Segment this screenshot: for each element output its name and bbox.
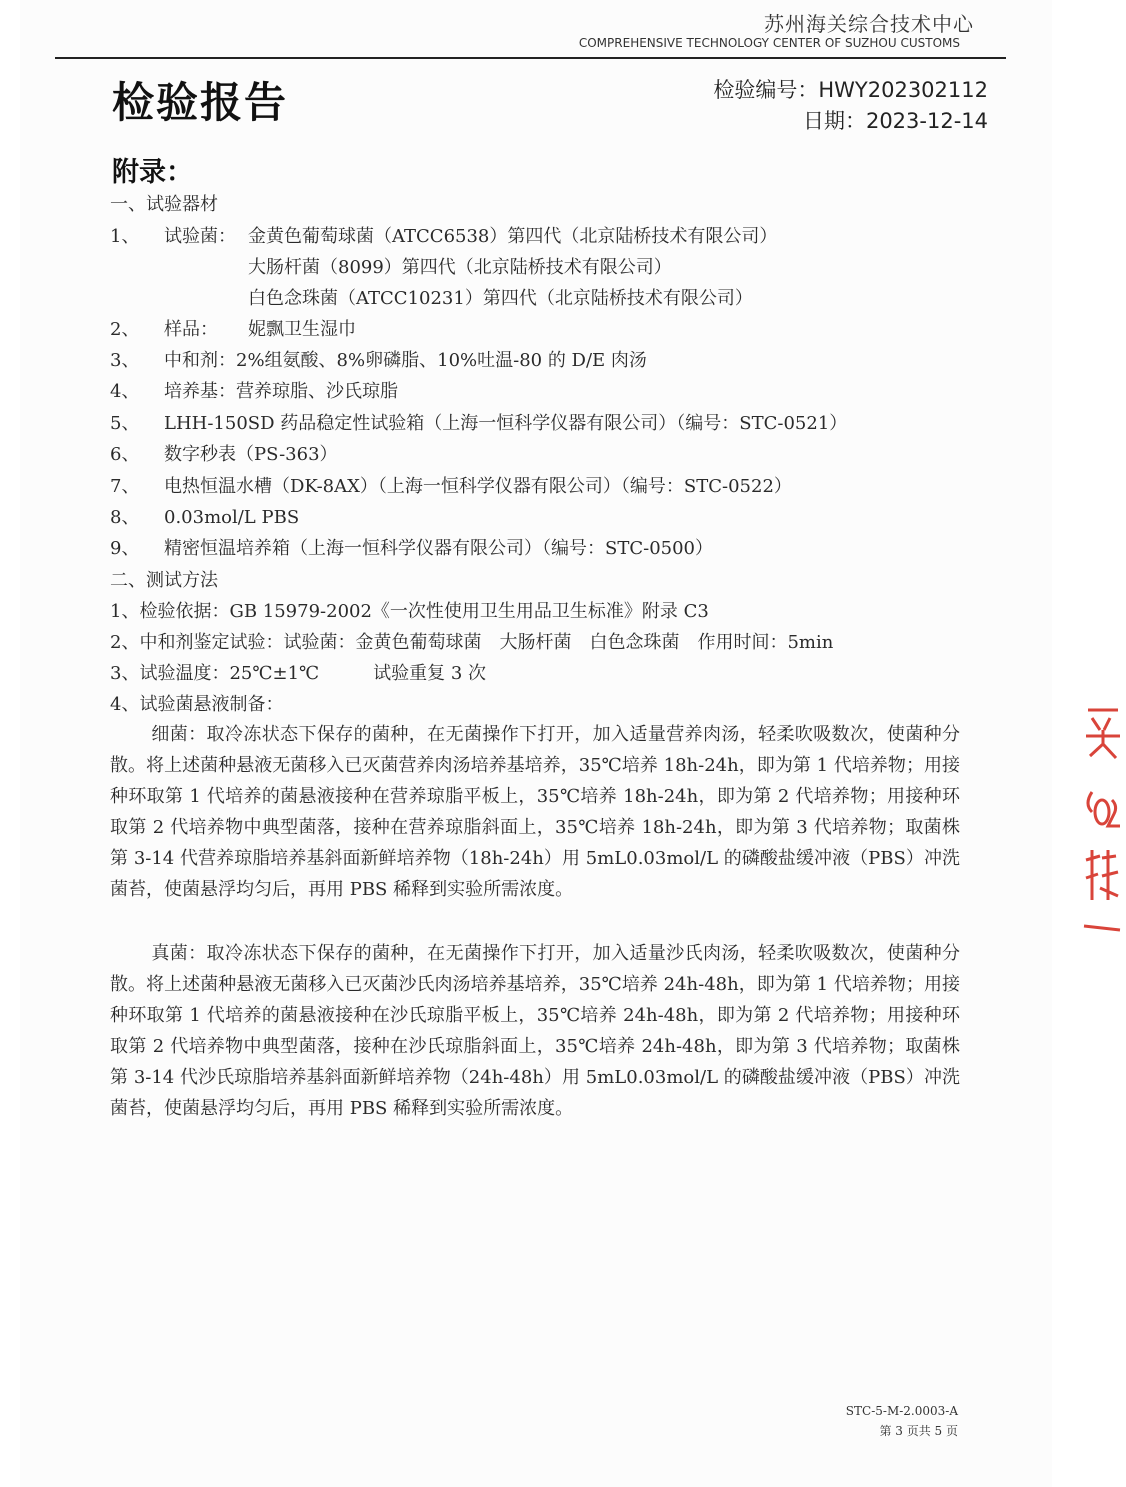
item-label: 试验菌：: [164, 226, 236, 247]
document-title: 检验报告: [112, 78, 289, 127]
item-text: 数字秒表（PS-363）: [164, 444, 338, 465]
equipment-item-8: [110, 503, 299, 529]
footer-form-code: STC-5-M-2.0003-A: [845, 1404, 958, 1418]
section2-title: 二、测试方法: [110, 570, 218, 591]
item-text: 电热恒温水槽（DK-8AX）（上海一恒科学仪器有限公司）（编号：STC-0522）: [164, 476, 792, 497]
equipment-item-9: [110, 534, 713, 560]
org-name-en: COMPREHENSIVE TECHNOLOGY CENTER OF SUZHOU CUSTOMS: [578, 36, 960, 50]
fungi-preparation-paragraph: 真菌：取冷冻状态下保存的菌种，在无菌操作下打开，加入适量沙氏肉汤，轻柔吹吸数次，使菌种分散。将上述菌种悬液无菌移入已灭菌沙氏肉汤培养基培养，35℃培养 24h-48h，即为第 1 代培养物；用接种环取第 1 代培养的菌悬液接种在沙氏琼脂平板上，35℃培养 24h-48h，即为第 2 代培养物；用接种环取第 2 代培养物中典型菌落，接种在沙氏琼脂斜面上，35℃培养 24h-48h，即为第 3 代培养物；取菌株第 3-14 代沙氏琼脂培养基斜面新鲜培养物（24h-48h）用 5mL0.03mol/L 的磷酸盐缓冲液（PBS）冲洗菌苔，使菌悬浮均匀后，再用 PBS 稀释到实验所需浓度。: [110, 943, 960, 1119]
equipment-item-5: [110, 409, 847, 435]
equipment-item-6: [110, 440, 338, 466]
item-number: 3、: [110, 350, 140, 371]
item-label: 培养基：: [164, 381, 236, 402]
method-item-4: 4、试验菌悬液制备：: [110, 694, 284, 715]
item-text-continued: 大肠杆菌（8099）第四代（北京陆桥技术有限公司）: [248, 257, 672, 278]
item-text: 妮飘卫生湿巾: [248, 319, 356, 340]
method-item-3: 3、试验温度：25℃±1℃ 试验重复 3 次: [110, 663, 487, 684]
org-name-cn: 苏州海关综合技术中心: [764, 12, 974, 36]
item-number: 5、: [110, 413, 140, 434]
method-item-2: 2、中和剂鉴定试验：试验菌：金黄色葡萄球菌 大肠杆菌 白色念珠菌 作用时间：5min: [110, 632, 834, 653]
item-number: 8、: [110, 507, 140, 528]
item-text: 营养琼脂、沙氏琼脂: [236, 381, 398, 402]
header-divider: [55, 57, 1006, 59]
item-text: 2%组氨酸、8%卵磷脂、10%吐温-80 的 D/E 肉汤: [236, 350, 647, 371]
section1-title: 一、试验器材: [110, 194, 218, 215]
method-item-1: 1、检验依据：GB 15979-2002《一次性使用卫生用品卫生标准》附录 C3: [110, 601, 709, 622]
official-seal-stamp: [1070, 700, 1126, 940]
item-label: 样品：: [164, 319, 218, 340]
equipment-item-3: [110, 346, 647, 372]
item-text: 0.03mol/L PBS: [164, 507, 300, 528]
item-number: 4、: [110, 381, 140, 402]
item-text-continued: 白色念珠菌（ATCC10231）第四代（北京陆桥技术有限公司）: [248, 288, 753, 309]
footer-page-number: 第 3 页共 5 页: [879, 1424, 958, 1438]
equipment-item-7: [110, 472, 792, 498]
bacteria-preparation-paragraph: 细菌：取冷冻状态下保存的菌种，在无菌操作下打开，加入适量营养肉汤，轻柔吹吸数次，使菌种分散。将上述菌种悬液无菌移入已灭菌营养肉汤培养基培养，35℃培养 18h-24h，即为第 1 代培养物；用接种环取第 1 代培养的菌悬液接种在营养琼脂平板上，35℃培养 18h-24h，即为第 2 代培养物；用接种环取第 2 代培养物中典型菌落，接种在营养琼脂斜面上，35℃培养 18h-24h，即为第 3 代培养物；取菌株第 3-14 代营养琼脂培养基斜面新鲜培养物（18h-24h）用 5mL0.03mol/L 的磷酸盐缓冲液（PBS）冲洗菌苔，使菌悬浮均匀后，再用 PBS 稀释到实验所需浓度。: [110, 724, 960, 900]
item-text: LHH-150SD 药品稳定性试验箱（上海一恒科学仪器有限公司）（编号：STC-0521）: [164, 413, 848, 434]
item-number: 1、: [110, 226, 140, 247]
item-number: 7、: [110, 476, 140, 497]
item-number: 6、: [110, 444, 140, 465]
equipment-item-4: [110, 377, 398, 403]
item-label: 中和剂：: [164, 350, 236, 371]
item-number: 2、: [110, 319, 140, 340]
item-text: 金黄色葡萄球菌（ATCC6538）第四代（北京陆桥技术有限公司）: [248, 226, 778, 247]
report-date: 日期：2023-12-14: [802, 109, 988, 133]
equipment-item-1: [110, 222, 777, 248]
appendix-heading: 附录：: [112, 157, 193, 188]
report-number: 检验编号：HWY202302112: [713, 78, 988, 102]
equipment-item-2: [110, 315, 356, 341]
item-number: 9、: [110, 538, 140, 559]
item-text: 精密恒温培养箱（上海一恒科学仪器有限公司）（编号：STC-0500）: [164, 538, 713, 559]
